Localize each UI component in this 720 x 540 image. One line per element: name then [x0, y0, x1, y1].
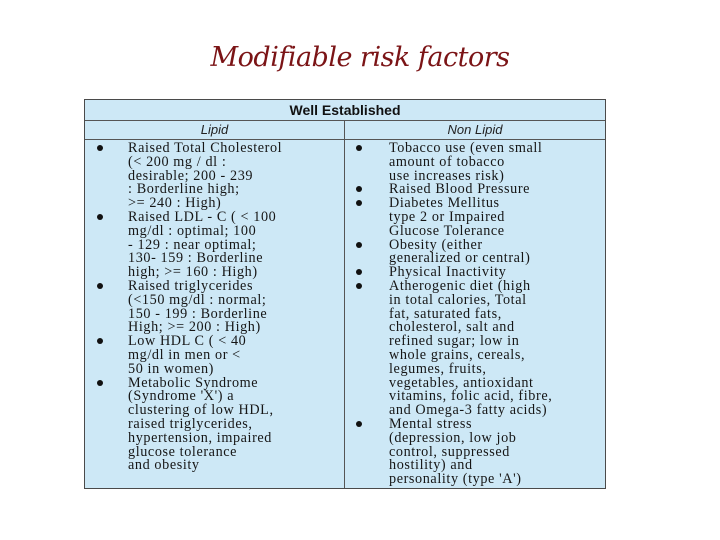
lipid-item-line: Raised triglycerides — [128, 277, 254, 294]
lipid-item-line: 150 - 199 : Borderline — [128, 305, 268, 322]
lipid-item — [94, 335, 342, 376]
bullet-icon — [356, 421, 362, 427]
lipid-item-line: >= 240 : High) — [128, 195, 222, 212]
lipid-item-line: mg/dl : optimal; 100 — [128, 222, 257, 239]
non-lipid-item-line: cholesterol, salt and — [389, 319, 515, 336]
lipid-item-line: high; >= 160 : High) — [128, 264, 258, 281]
lipid-item-line: : Borderline high; — [128, 181, 240, 198]
lipid-item-line: Low HDL C ( < 40 — [128, 333, 247, 350]
non-lipid-item — [353, 142, 603, 183]
non-lipid-item-line: amount of tobacco — [389, 153, 505, 170]
non-lipid-item-line: Tobacco use (even small — [389, 140, 543, 156]
lipid-column — [94, 142, 342, 473]
lipid-item-line: (< 200 mg / dl : — [128, 153, 227, 170]
bullet-icon — [356, 283, 362, 289]
non-lipid-item-line: Obesity (either — [389, 236, 483, 253]
lipid-item-line: clustering of low HDL, — [128, 402, 274, 419]
lipid-item-line: mg/dl in men or < — [128, 346, 241, 363]
non-lipid-item-line: legumes, fruits, — [389, 360, 487, 377]
non-lipid-item-line: Diabetes Mellitus — [389, 195, 500, 212]
lipid-item-line: 50 in women) — [128, 360, 215, 377]
lipid-item — [94, 277, 342, 336]
bullet-icon — [97, 380, 103, 386]
lipid-item-line: - 129 : near optimal; — [128, 236, 257, 253]
non-lipid-item-line: whole grains, cereals, — [389, 346, 526, 363]
bullet-icon — [356, 186, 362, 192]
bullet-icon — [97, 145, 103, 151]
non-lipid-item-line: (depression, low job — [389, 429, 517, 446]
lipid-item-line: (<150 mg/dl : normal; — [128, 291, 267, 308]
non-lipid-item-line: and Omega-3 fatty acids) — [389, 402, 548, 419]
non-lipid-item-line: hostility) and — [389, 457, 473, 474]
non-lipid-item-line: generalized or central) — [389, 250, 531, 267]
non-lipid-item-line: type 2 or Impaired — [389, 208, 505, 225]
non-lipid-column — [353, 142, 603, 487]
column-header-non-lipid: Non Lipid — [447, 122, 503, 137]
slide-title: Modifiable risk factors — [210, 42, 510, 73]
non-lipid-item — [353, 415, 603, 488]
lipid-item-line: Metabolic Syndrome — [128, 374, 259, 391]
lipid-item-line: (Syndrome 'X') a — [128, 388, 235, 405]
lipid-item-line: raised triglycerides, — [128, 415, 253, 432]
lipid-item-line: and obesity — [128, 457, 200, 474]
non-lipid-item — [353, 236, 603, 267]
lipid-item-line: desirable; 200 - 239 — [128, 167, 254, 184]
bullet-icon — [356, 242, 362, 248]
column-divider — [344, 121, 345, 488]
risk-factor-table — [84, 99, 606, 489]
non-lipid-item-line: Raised Blood Pressure — [389, 181, 531, 198]
lipid-item-line: hypertension, impaired — [128, 429, 273, 446]
lipid-item-line: Raised LDL - C ( < 100 — [128, 208, 277, 225]
bullet-icon — [356, 145, 362, 151]
bullet-icon — [97, 214, 103, 220]
non-lipid-item-line: Physical Inactivity — [389, 264, 507, 281]
bullet-icon — [97, 283, 103, 289]
lipid-item — [94, 142, 342, 211]
lipid-item-line: glucose tolerance — [128, 443, 238, 460]
table-header-well-established: Well Established — [85, 100, 605, 121]
column-header-lipid: Lipid — [200, 122, 229, 137]
non-lipid-item-line: in total calories, Total — [389, 291, 527, 308]
lipid-item — [94, 374, 342, 474]
lipid-item-line: High; >= 200 : High) — [128, 319, 261, 336]
lipid-item-line: Raised Total Cholesterol — [128, 140, 283, 156]
non-lipid-item-line: fat, saturated fats, — [389, 305, 502, 322]
non-lipid-item-line: Atherogenic diet (high — [389, 277, 531, 294]
non-lipid-item-line: Mental stress — [389, 415, 473, 432]
non-lipid-item-line: refined sugar; low in — [389, 333, 520, 350]
non-lipid-item — [353, 197, 603, 238]
non-lipid-item-line: vegetables, antioxidant — [389, 374, 534, 391]
non-lipid-item-line: control, suppressed — [389, 443, 510, 460]
lipid-item-line: 130- 159 : Borderline — [128, 250, 264, 267]
non-lipid-item-line: vitamins, folic acid, fibre, — [389, 388, 553, 405]
bullet-icon — [97, 338, 103, 344]
non-lipid-item — [353, 277, 603, 419]
non-lipid-item-line: use increases risk) — [389, 167, 505, 184]
non-lipid-item-line: Glucose Tolerance — [389, 222, 505, 239]
lipid-item — [94, 208, 342, 281]
non-lipid-item-line: personality (type 'A') — [389, 471, 522, 488]
bullet-icon — [356, 269, 362, 275]
bullet-icon — [356, 200, 362, 206]
